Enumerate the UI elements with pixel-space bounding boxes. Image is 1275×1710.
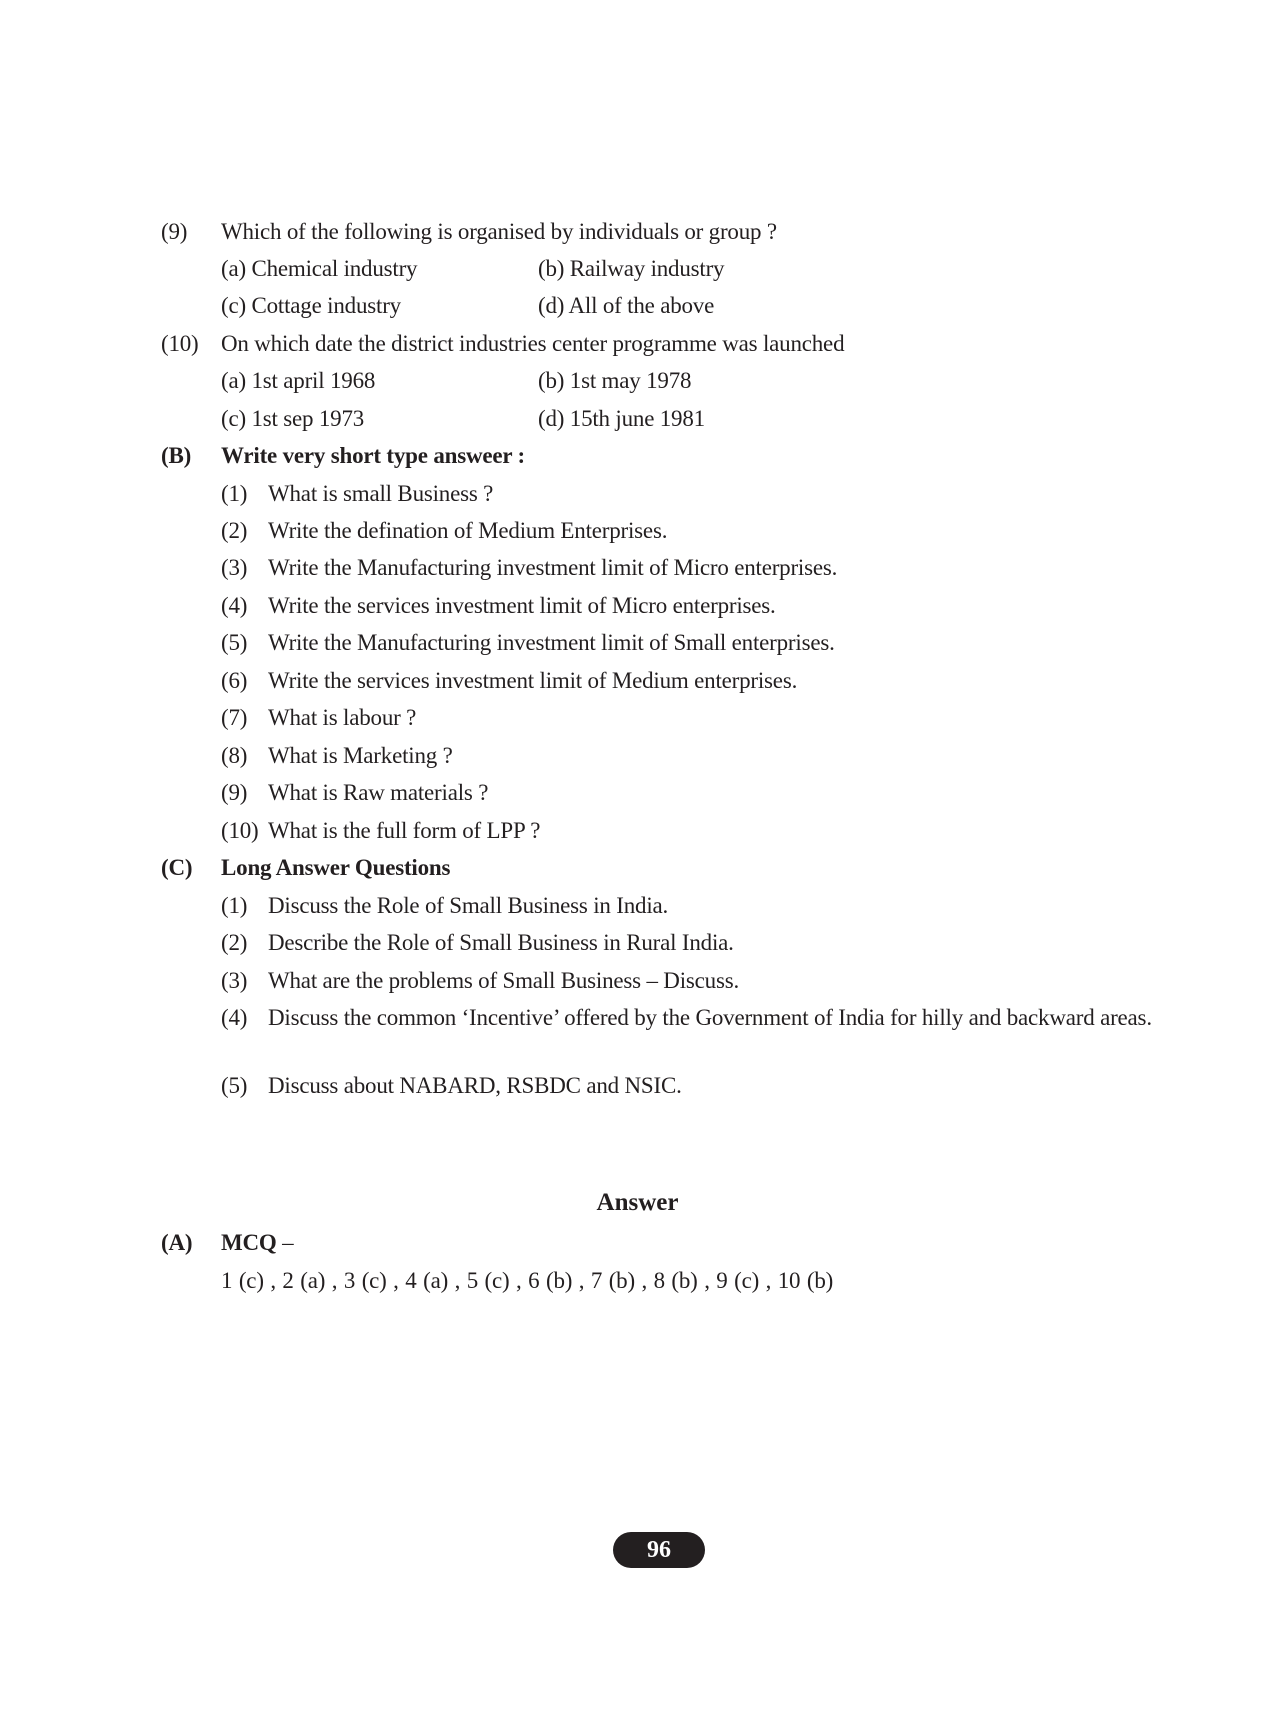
- list-item-text: Discuss the common ‘Incentive’ offered by the Government of India for hilly and backward areas.: [268, 1005, 1152, 1030]
- list-item-text: Write the Manufacturing investment limit of Micro enterprises.: [268, 555, 838, 580]
- list-item-number: (5): [221, 630, 248, 655]
- option-a: (a) Chemical industry: [221, 256, 418, 281]
- list-item-number: (9): [221, 780, 248, 805]
- option-b: (b) Railway industry: [538, 256, 725, 281]
- list-item-text: Discuss the Role of Small Business in India.: [268, 893, 669, 918]
- list-item-number: (4): [221, 593, 248, 618]
- section-letter: (B): [161, 443, 192, 468]
- section-heading: Write very short type answeer :: [221, 443, 526, 468]
- list-item-number: (4): [221, 1005, 248, 1030]
- list-item-text: Write the Manufacturing investment limit of Small enterprises.: [268, 630, 835, 655]
- list-item-number: (1): [221, 893, 248, 918]
- list-item-text: What are the problems of Small Business – Discuss.: [268, 968, 740, 993]
- list-item-text: What is labour ?: [268, 705, 417, 730]
- list-item-number: (2): [221, 930, 248, 955]
- list-item-text: Write the defination of Medium Enterprises.: [268, 518, 668, 543]
- section-letter: (C): [161, 855, 193, 880]
- answer-keys: 1 (c) , 2 (a) , 3 (c) , 4 (a) , 5 (c) , 6 (b) , 7 (b) , 8 (b) , 9 (c) , 10 (b): [221, 1268, 834, 1293]
- list-item-number: (1): [221, 481, 248, 506]
- option-c: (c) 1st sep 1973: [221, 406, 365, 431]
- list-item-text: What is Marketing ?: [268, 743, 453, 768]
- section-letter: (A): [161, 1230, 193, 1255]
- list-item-text: Describe the Role of Small Business in Rural India.: [268, 930, 734, 955]
- list-item-number: (3): [221, 555, 248, 580]
- list-item-number: (6): [221, 668, 248, 693]
- question-text: Which of the following is organised by individuals or group ?: [221, 219, 777, 244]
- answer-label: MCQ: [221, 1230, 277, 1255]
- list-item-number: (8): [221, 743, 248, 768]
- list-item-number: (7): [221, 705, 248, 730]
- section-heading: Long Answer Questions: [221, 855, 451, 880]
- option-d: (d) All of the above: [538, 293, 715, 318]
- list-item-number: (3): [221, 968, 248, 993]
- question-text: On which date the district industries center programme was launched: [221, 331, 845, 356]
- list-item-number: (10): [221, 818, 259, 843]
- list-item-text: Write the services investment limit of Medium enterprises.: [268, 668, 798, 693]
- list-item-number: (2): [221, 518, 248, 543]
- answer-title: Answer: [596, 1189, 679, 1216]
- option-c: (c) Cottage industry: [221, 293, 401, 318]
- list-item-text: Write the services investment limit of Micro enterprises.: [268, 593, 776, 618]
- answer-dash: –: [276, 1230, 294, 1255]
- list-item-text: What is Raw materials ?: [268, 780, 489, 805]
- list-item-text: What is small Business ?: [268, 481, 494, 506]
- list-item-text: Discuss about NABARD, RSBDC and NSIC.: [268, 1073, 682, 1098]
- list-item-number: (5): [221, 1073, 248, 1098]
- option-b: (b) 1st may 1978: [538, 368, 692, 393]
- answer-label-line: [221, 1228, 293, 1258]
- page-number: 96: [613, 1532, 705, 1568]
- option-a: (a) 1st april 1968: [221, 368, 376, 393]
- option-d: (d) 15th june 1981: [538, 406, 705, 431]
- question-number: (9): [161, 219, 188, 244]
- list-item-text: What is the full form of LPP ?: [268, 818, 541, 843]
- question-number: (10): [161, 331, 199, 356]
